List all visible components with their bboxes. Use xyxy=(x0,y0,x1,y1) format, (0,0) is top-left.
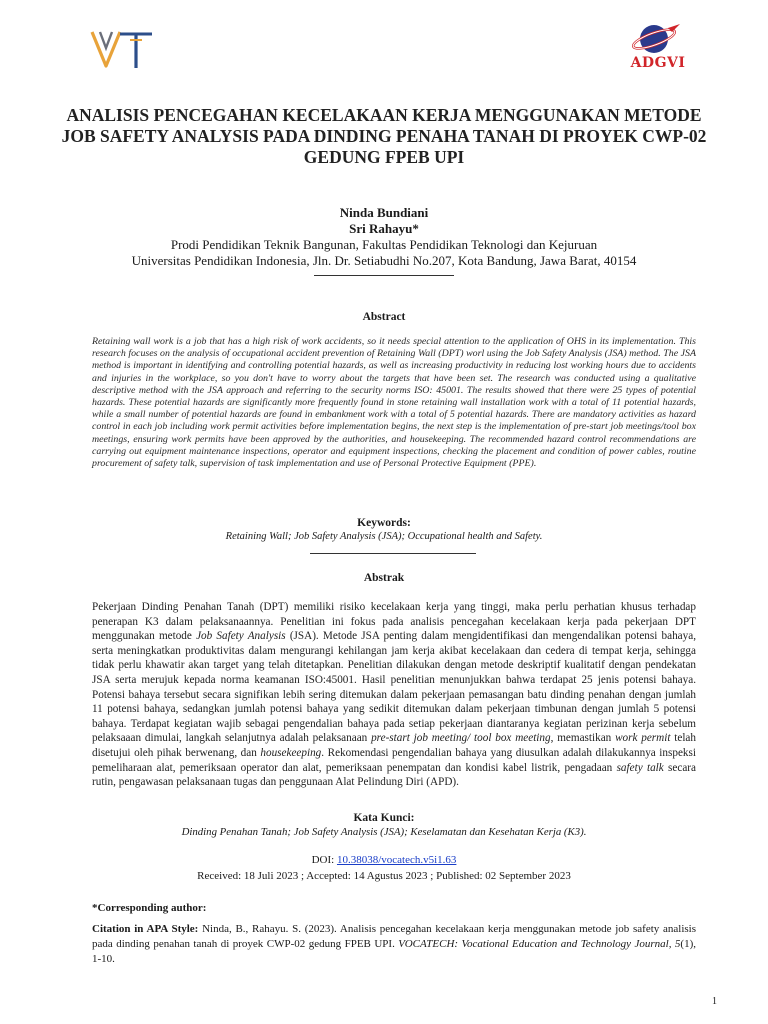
doi-line xyxy=(60,854,708,866)
keywords-text: Retaining Wall; Job Safety Analysis (JSA); Occupational health and Safety. xyxy=(225,531,543,542)
abstrak-term-jsa: Job Safety Analysis xyxy=(196,630,286,643)
keywords-heading: Keywords: xyxy=(357,517,411,529)
citation-block: Citation in APA Style: Ninda, B., Rahayu. S. (2023). Analisis pencegahan kecelakaan kerja menggunakan metode job safety analisis pada dinding penahan tanah di proyek CWP-02 gedung FPEB UPI. VOCATECH: Vocational Education and Technology Journal, 5(1), 1-10. xyxy=(92,923,696,965)
journal-logo-left xyxy=(90,26,154,72)
publication-dates: Received: 18 Juli 2023 ; Accepted: 14 Agustus 2023 ; Published: 02 September 2023 xyxy=(197,870,571,882)
author-block xyxy=(60,205,708,269)
abstrak-term-workpermit: work permit xyxy=(615,732,671,745)
abstract-heading: Abstract xyxy=(362,311,406,323)
author-1: Ninda Bundiani xyxy=(339,205,429,220)
abstrak-term-housekeeping: housekeeping xyxy=(260,746,322,759)
abstrak-heading: Abstrak xyxy=(363,572,405,584)
adgvi-globe-icon xyxy=(618,22,698,56)
doi-label: DOI: xyxy=(311,854,337,866)
doi-link[interactable]: 10.38038/vocatech.v5i1.63 xyxy=(336,854,457,866)
author-2: Sri Rahayu* xyxy=(349,221,419,236)
abstrak-term-prestart: pre-start job meeting/ tool box meeting xyxy=(371,732,551,745)
affiliation-line-1: Prodi Pendidikan Teknik Bangunan, Fakultas Pendidikan Teknologi dan Kejuruan xyxy=(170,237,598,252)
paper-title: ANALISIS PENCEGAHAN KECELAKAAN KERJA MENGGUNAKAN METODE JOB SAFETY ANALYSIS PADA DINDING PENAHA TANAH DI PROYEK CWP-02 GEDUNG FPEB UPI xyxy=(61,105,707,167)
page-number: 1 xyxy=(712,996,717,1007)
adgvi-logo-text: ADGVI xyxy=(630,55,686,71)
abstrak-term-safetytalk: safety talk xyxy=(616,761,664,774)
affiliation-line-2: Universitas Pendidikan Indonesia, Jln. Dr. Setiabudhi No.207, Kota Bandung, Jawa Barat, 40154 xyxy=(131,253,637,268)
kata-kunci-heading: Kata Kunci: xyxy=(353,812,415,824)
citation-label: Citation in APA Style: xyxy=(92,923,199,935)
vt-logo-icon xyxy=(90,26,154,72)
citation-journal: VOCATECH: Vocational Education and Technology Journal, 5 xyxy=(398,938,681,950)
abstract-text: Retaining wall work is a job that has a high risk of work accidents, so it needs special attention to the application of OHS in its implementation. This research focuses on the analysis of occupational accident prevention of Retaining Wall (DPT) worl using the Job Safety Analysis (JSA) method. The JSA method is important in identifying and controlling potential hazards, as well as increasing productivity in reducing lost working hours due to accidents and injuries in the workplace, so you don't have to worry about the targets that have been set. The research was conducted using a qualitative descriptive method with the JSA approach and referring to the security norms ISO: 45001. The results showed that there were 25 types of potential hazards. These potential hazards are significantly more frequently found in stone retaining wall installation work with a total of 11 potential hazards, while a small number of potential hazards are found in embankment work with a total of 5 potential hazards. There are mandatory activities as hazard control in each job including work permit activities before implementation begins, the next step is the implementation of pre-start job meetings/tool box meetings, ensuring work permits have been approved by the authorities, and housekeeping. The recommended hazard control recommendations are carrying out equipment maintenance inspections, operator and equipment inspections, checking the placement and condition of power cables, routine procurement of safety talk, supervision of task implementation and use of Personal Protective Equipment (PPE). xyxy=(92,336,696,470)
abstrak-text: Pekerjaan Dinding Penahan Tanah (DPT) memiliki risiko kecelakaan kerja yang tinggi, maka perlu perhatian khusus terhadap penerapan K3 dalam pelaksanaannya. Penelitian ini fokus pada analisis pencegahan kecelakaan kerja pada pekerjaan DPT menggunakan metode Job Safety Analysis (JSA). Metode JSA penting dalam mengidentifikasi dan mengendalikan potensi bahaya, serta meningkatkan produktivitas dalam mengurangi kehilangan jam kerja akibat kecelakaan dan cedera di tempat kerja, sehingga tidak perlu khawatir akan target yang telah ditetapkan. Penelitian dilakukan dengan metode deskriptif kualitatif dengan pendekatan JSA serta merujuk kepada norma keamanan ISO:45001. Hasil penelitian menunjukkan bahwa terdapat 25 jenis potensi bahaya. Potensi bahaya tersebut secara signifikan lebih sering ditemukan dalam pekerjaan pemasangan batu dinding penahan dengan jumlah 11 potensi bahaya, sedangkan jumlah potensi bahaya yang sedikit ditemukan dalam pekerjaan timbunan dengan jumlah 5 potensi bahaya. Terdapat kegiatan wajib sebagai pengendalian bahaya pada setiap pekerjaan diantaranya kegiatan perizinan kerja sebelum pelaksaaan dimulai, langkah selanjutnya adalah pelaksanaan pre-start job meeting/ tool box meeting, memastikan work permit telah disetujui oleh pihak berwenang, dan housekeeping. Rekomendasi pengendalian bahaya yang diusulkan adalah dilakukannya inspeksi pemeliharaan alat, pemeriksaan operator dan alat, pemeriksaan penempatan dan kondisi kabel listrik, pengadaan safety talk secara rutin, pengawasan pelaksanaan tugas dan penggunaan Alat Pelindung Diri (APD). xyxy=(92,601,696,789)
corresponding-author-label: *Corresponding author: xyxy=(92,902,207,914)
journal-logo-right xyxy=(618,22,698,76)
divider-2 xyxy=(310,553,476,554)
kata-kunci-text: Dinding Penahan Tanah; Job Safety Analysis (JSA); Keselamatan dan Kesehatan Kerja (K3). xyxy=(181,826,587,838)
divider-1 xyxy=(314,275,454,276)
